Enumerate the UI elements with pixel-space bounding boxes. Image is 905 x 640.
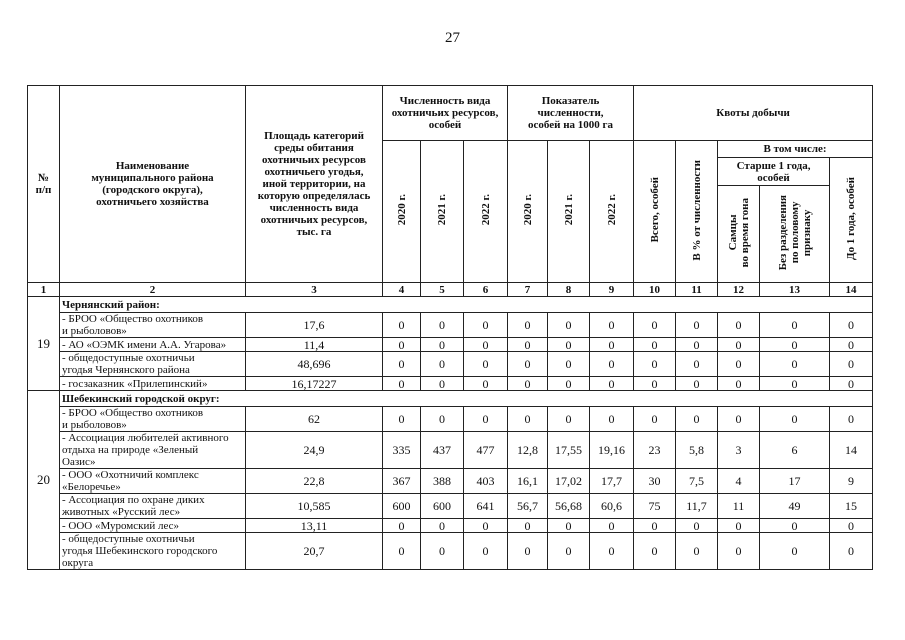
data-cell: 388 <box>421 469 464 494</box>
data-cell: 17,7 <box>590 469 634 494</box>
data-cell: 0 <box>718 533 760 570</box>
district-row <box>28 391 873 407</box>
data-cell: 0 <box>383 313 421 338</box>
column-number: 11 <box>676 283 718 297</box>
data-cell: 0 <box>634 352 676 377</box>
column-number: 7 <box>508 283 548 297</box>
data-cell: 0 <box>676 377 718 391</box>
data-cell: 49 <box>760 494 830 519</box>
data-cell: 0 <box>421 377 464 391</box>
data-cell: 0 <box>718 407 760 432</box>
area-value: 16,17227 <box>246 377 383 391</box>
header-older-1-year: Старше 1 года, особей <box>718 158 830 186</box>
data-cell: 0 <box>548 407 590 432</box>
data-cell: 17 <box>760 469 830 494</box>
header-name: Наименование муниципального района (городского округа), охотничьего хозяйства <box>60 86 246 283</box>
table-row <box>28 519 873 533</box>
holding-name: - БРОО «Общество охотников и рыболовов» <box>60 407 246 432</box>
data-cell: 0 <box>676 313 718 338</box>
area-value: 22,8 <box>246 469 383 494</box>
data-cell: 17,02 <box>548 469 590 494</box>
data-cell: 600 <box>383 494 421 519</box>
district-name: Шебекинский городской округ: <box>60 391 873 407</box>
data-cell: 0 <box>383 352 421 377</box>
column-number-row <box>28 283 873 297</box>
column-number: 1 <box>28 283 60 297</box>
data-cell: 0 <box>421 338 464 352</box>
data-cell: 0 <box>718 519 760 533</box>
area-value: 17,6 <box>246 313 383 338</box>
table-row <box>28 313 873 338</box>
data-cell: 0 <box>634 407 676 432</box>
data-cell: 367 <box>383 469 421 494</box>
data-cell: 0 <box>590 338 634 352</box>
table-row <box>28 377 873 391</box>
data-cell: 11,7 <box>676 494 718 519</box>
header-year-pop-2020: 2020 г. <box>383 141 421 283</box>
table-row <box>28 352 873 377</box>
column-number: 10 <box>634 283 676 297</box>
header-population: Численность вида охотничьих ресурсов, особей <box>383 86 508 141</box>
data-cell: 5,8 <box>676 432 718 469</box>
data-cell: 0 <box>421 313 464 338</box>
data-cell: 0 <box>421 519 464 533</box>
table-row <box>28 407 873 432</box>
data-cell: 14 <box>830 432 873 469</box>
data-cell: 0 <box>464 533 508 570</box>
data-cell: 0 <box>590 352 634 377</box>
data-cell: 0 <box>718 352 760 377</box>
data-cell: 0 <box>634 338 676 352</box>
data-cell: 11 <box>718 494 760 519</box>
data-cell: 0 <box>421 352 464 377</box>
header-density: Показатель численности, особей на 1000 га <box>508 86 634 141</box>
area-value: 11,4 <box>246 338 383 352</box>
header-year-den-2022: 2022 г. <box>590 141 634 283</box>
table-row <box>28 469 873 494</box>
data-cell: 17,55 <box>548 432 590 469</box>
data-cell: 0 <box>676 352 718 377</box>
table-row <box>28 533 873 570</box>
area-value: 10,585 <box>246 494 383 519</box>
data-cell: 56,7 <box>508 494 548 519</box>
column-number: 3 <box>246 283 383 297</box>
holding-name: - госзаказник «Прилепинский» <box>60 377 246 391</box>
header-number: № п/п <box>28 86 60 283</box>
data-cell: 0 <box>760 407 830 432</box>
data-cell: 19,16 <box>590 432 634 469</box>
data-cell: 0 <box>464 352 508 377</box>
header-quotas: Квоты добычи <box>634 86 873 141</box>
data-cell: 0 <box>508 313 548 338</box>
area-value: 24,9 <box>246 432 383 469</box>
holding-name: - ООО «Охотничий комплекс «Белоречье» <box>60 469 246 494</box>
data-cell: 0 <box>464 519 508 533</box>
holding-name: - АО «ОЭМК имени А.А. Угарова» <box>60 338 246 352</box>
data-cell: 335 <box>383 432 421 469</box>
data-cell: 60,6 <box>590 494 634 519</box>
header-quota-total: Всего, особей <box>634 141 676 283</box>
data-cell: 0 <box>508 338 548 352</box>
header-no-sex-division: Без разделения по половому признаку <box>760 186 830 283</box>
data-cell: 0 <box>760 313 830 338</box>
data-cell: 30 <box>634 469 676 494</box>
data-cell: 0 <box>718 338 760 352</box>
header-year-den-2021: 2021 г. <box>548 141 590 283</box>
header-year-pop-2021: 2021 г. <box>421 141 464 283</box>
header-including: В том числе: <box>718 141 873 158</box>
table-row <box>28 432 873 469</box>
column-number: 5 <box>421 283 464 297</box>
header-year-pop-2022: 2022 г. <box>464 141 508 283</box>
data-cell: 56,68 <box>548 494 590 519</box>
data-cell: 0 <box>718 377 760 391</box>
data-cell: 0 <box>464 338 508 352</box>
data-cell: 0 <box>676 338 718 352</box>
data-cell: 0 <box>590 407 634 432</box>
data-cell: 0 <box>830 407 873 432</box>
data-cell: 75 <box>634 494 676 519</box>
data-cell: 12,8 <box>508 432 548 469</box>
column-number: 8 <box>548 283 590 297</box>
data-cell: 0 <box>548 377 590 391</box>
data-cell: 0 <box>634 313 676 338</box>
data-cell: 0 <box>590 519 634 533</box>
data-cell: 477 <box>464 432 508 469</box>
data-cell: 0 <box>830 352 873 377</box>
data-cell: 0 <box>548 519 590 533</box>
data-cell: 0 <box>383 533 421 570</box>
data-cell: 0 <box>634 377 676 391</box>
holding-name: - общедоступные охотничьи угодья Чернянского района <box>60 352 246 377</box>
district-row <box>28 297 873 313</box>
data-cell: 7,5 <box>676 469 718 494</box>
column-number: 12 <box>718 283 760 297</box>
holding-name: - общедоступные охотничьи угодья Шебекинского городского округа <box>60 533 246 570</box>
data-cell: 0 <box>830 519 873 533</box>
table-row <box>28 494 873 519</box>
data-cell: 6 <box>760 432 830 469</box>
data-cell: 0 <box>548 533 590 570</box>
data-cell: 15 <box>830 494 873 519</box>
data-cell: 0 <box>590 313 634 338</box>
data-cell: 0 <box>760 338 830 352</box>
column-number: 2 <box>60 283 246 297</box>
data-cell: 0 <box>676 519 718 533</box>
data-cell: 4 <box>718 469 760 494</box>
data-cell: 600 <box>421 494 464 519</box>
data-cell: 0 <box>830 377 873 391</box>
group-number: 19 <box>28 297 60 391</box>
header-year-den-2020: 2020 г. <box>508 141 548 283</box>
hunting-quota-table <box>27 85 873 570</box>
data-cell: 0 <box>590 533 634 570</box>
data-cell: 0 <box>421 407 464 432</box>
data-cell: 0 <box>760 533 830 570</box>
area-value: 62 <box>246 407 383 432</box>
data-cell: 0 <box>760 519 830 533</box>
column-number: 4 <box>383 283 421 297</box>
group-number: 20 <box>28 391 60 570</box>
area-value: 13,11 <box>246 519 383 533</box>
data-cell: 0 <box>508 377 548 391</box>
data-cell: 0 <box>383 519 421 533</box>
data-cell: 0 <box>421 533 464 570</box>
table-row <box>28 338 873 352</box>
data-cell: 0 <box>830 338 873 352</box>
data-cell: 0 <box>508 352 548 377</box>
data-cell: 0 <box>508 533 548 570</box>
data-cell: 0 <box>508 407 548 432</box>
column-number: 14 <box>830 283 873 297</box>
data-cell: 0 <box>760 377 830 391</box>
area-value: 20,7 <box>246 533 383 570</box>
data-cell: 403 <box>464 469 508 494</box>
data-cell: 0 <box>383 338 421 352</box>
data-cell: 0 <box>508 519 548 533</box>
data-cell: 437 <box>421 432 464 469</box>
column-number: 6 <box>464 283 508 297</box>
data-cell: 0 <box>760 352 830 377</box>
district-name: Чернянский район: <box>60 297 873 313</box>
area-value: 48,696 <box>246 352 383 377</box>
data-cell: 9 <box>830 469 873 494</box>
data-cell: 0 <box>718 313 760 338</box>
data-cell: 0 <box>548 313 590 338</box>
holding-name: - Ассоциация по охране диких животных «Русский лес» <box>60 494 246 519</box>
data-cell: 0 <box>634 533 676 570</box>
data-cell: 0 <box>464 313 508 338</box>
data-cell: 0 <box>830 313 873 338</box>
header-males-rut: Самцы во время гона <box>718 186 760 283</box>
data-cell: 0 <box>830 533 873 570</box>
holding-name: - ООО «Муромский лес» <box>60 519 246 533</box>
holding-name: - БРОО «Общество охотников и рыболовов» <box>60 313 246 338</box>
data-cell: 0 <box>464 377 508 391</box>
data-cell: 0 <box>383 377 421 391</box>
header-quota-percent: В % от численности <box>676 141 718 283</box>
column-number: 9 <box>590 283 634 297</box>
header-under-1-year: До 1 года, особей <box>830 158 873 283</box>
data-cell: 0 <box>590 377 634 391</box>
data-cell: 16,1 <box>508 469 548 494</box>
header-area: Площадь категорий среды обитания охотничьих ресурсов охотничьего угодья, иной территории, на которую определялась численность вида охотничьих ресурсов, тыс. га <box>246 86 383 283</box>
data-cell: 0 <box>634 519 676 533</box>
data-cell: 0 <box>676 533 718 570</box>
holding-name: - Ассоциация любителей активного отдыха на природе «Зеленый Оазис» <box>60 432 246 469</box>
data-cell: 3 <box>718 432 760 469</box>
data-cell: 641 <box>464 494 508 519</box>
data-cell: 0 <box>676 407 718 432</box>
data-cell: 23 <box>634 432 676 469</box>
data-cell: 0 <box>548 338 590 352</box>
data-cell: 0 <box>548 352 590 377</box>
column-number: 13 <box>760 283 830 297</box>
data-cell: 0 <box>464 407 508 432</box>
data-cell: 0 <box>383 407 421 432</box>
page-number: 27 <box>445 30 460 46</box>
